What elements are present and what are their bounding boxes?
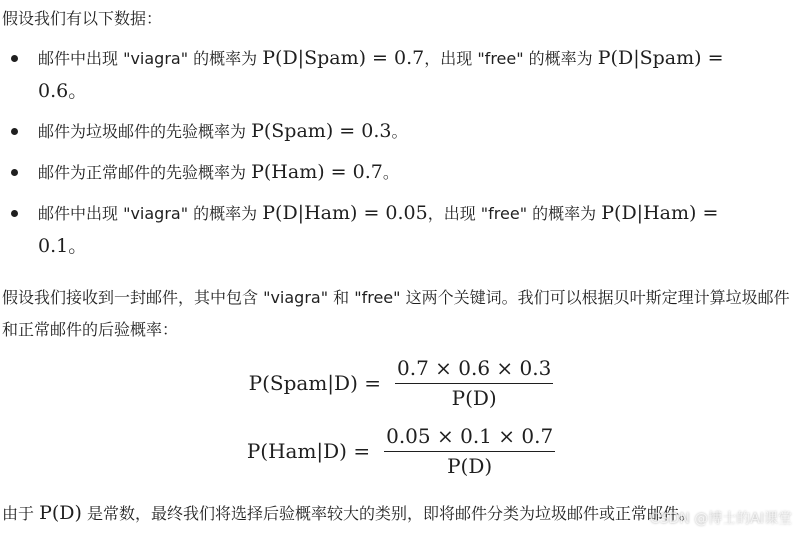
fraction — [395, 356, 553, 410]
math-expression: 0.6。 — [38, 80, 88, 102]
fraction — [384, 424, 555, 478]
bullet-text: 。 — [382, 163, 399, 182]
math-expression: P(D|Spam) = — [597, 47, 724, 69]
formula-ham — [0, 424, 802, 478]
formula-lhs: P(Ham|D) = — [246, 439, 371, 463]
math-expression: P(Spam) = 0.3 — [251, 120, 392, 142]
bullet-dot — [11, 210, 18, 217]
bullet-text: 。 — [391, 122, 408, 141]
conclusion-text — [2, 497, 695, 530]
bullet-item-2 — [0, 115, 790, 148]
formula-lhs: P(Spam|D) = — [248, 371, 381, 395]
conclusion-text-part: 是常数，最终我们将选择后验概率较大的类别，即将邮件分类为垃圾邮件或正常邮件。 — [81, 504, 696, 523]
bullet-text: 邮件中出现 "viagra" 的概率为 — [38, 49, 263, 68]
paragraph-posterior: 假设我们接收到一封邮件，其中包含 "viagra" 和 "free" 这两个关键词。我们可以根据贝叶斯定理计算垃圾邮件和正常邮件的后验概率： — [2, 288, 790, 339]
fraction-numerator: 0.05 × 0.1 × 0.7 — [384, 424, 555, 452]
bullet-item-4 — [0, 197, 790, 262]
bullet-item-1 — [0, 42, 790, 107]
fraction-denominator: P(D) — [447, 454, 493, 478]
conclusion-text-part: 由于 — [2, 504, 40, 523]
math-expression: P(Ham) = 0.7 — [251, 161, 383, 183]
formula-spam — [0, 356, 802, 410]
bullet-dot — [11, 169, 18, 176]
math-expression: 0.1。 — [38, 235, 88, 257]
fraction-denominator: P(D) — [451, 386, 497, 410]
bullet-dot — [11, 55, 18, 62]
watermark: CSDN @博士的AI课堂 — [649, 511, 792, 527]
data-bullet-list — [0, 42, 790, 270]
bullet-item-3 — [0, 156, 790, 189]
bullet-text: 邮件为垃圾邮件的先验概率为 — [38, 122, 252, 141]
bullet-text: 邮件中出现 "viagra" 的概率为 — [38, 204, 263, 223]
math-expression: P(D|Spam) = 0.7 — [262, 47, 425, 69]
bullet-text: 邮件为正常邮件的先验概率为 — [38, 163, 252, 182]
math-expression: P(D) — [39, 502, 82, 524]
bullet-dot — [11, 128, 18, 135]
math-expression: P(D|Ham) = 0.05 — [262, 202, 428, 224]
fraction-numerator: 0.7 × 0.6 × 0.3 — [395, 356, 553, 384]
bullet-text: ，出现 "free" 的概率为 — [427, 204, 602, 223]
intro-text: 假设我们有以下数据： — [2, 9, 163, 28]
math-expression: P(D|Ham) = — [601, 202, 719, 224]
bullet-text: ，出现 "free" 的概率为 — [424, 49, 598, 68]
